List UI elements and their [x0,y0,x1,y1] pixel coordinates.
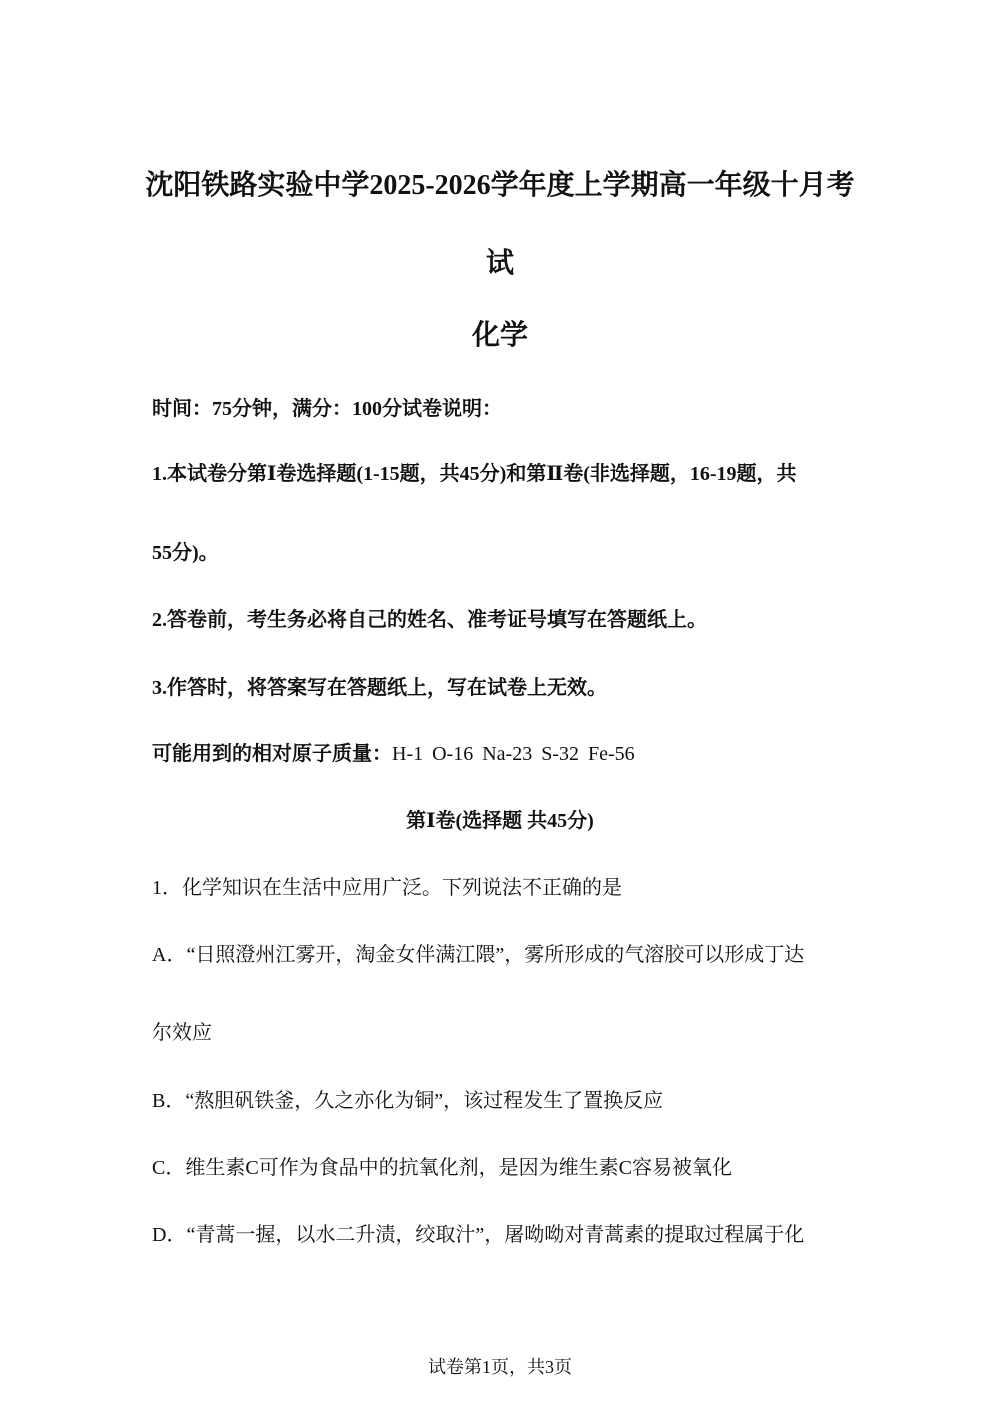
section-heading: 第Ⅰ卷(选择题 共45分) [406,810,594,832]
atomic-mass-line [152,741,635,767]
subject-title: 化学 [471,320,528,351]
question-1-option-a: A．“日照澄州江雾开，淘金女伴满江隈”，雾所形成的气溶胶可以形成丁达 [152,944,805,966]
atomic-mass-label: 可能用到的相对原子质量： [152,743,392,765]
question-1-option-a-cont: 尔效应 [152,1022,212,1044]
question-1-stem: 1．化学知识在生活中应用广泛。下列说法不正确的是 [152,877,622,899]
instruction-item-1: 1.本试卷分第Ⅰ卷选择题(1-15题，共45分)和第Ⅱ卷(非选择题，16-19题，共 [152,463,797,485]
question-1-option-c: C．维生素C可作为食品中的抗氧化剂，是因为维生素C容易被氧化 [152,1157,733,1179]
instruction-item-2: 2.答卷前，考生务必将自己的姓名、准考证号填写在答题纸上。 [152,609,707,631]
question-1-option-d: D．“青蒿一握，以水二升渍，绞取汁”，屠呦呦对青蒿素的提取过程属于化 [152,1224,805,1246]
exam-title-line1: 沈阳铁路实验中学2025-2026学年度上学期高一年级十月考 [145,170,855,201]
atomic-mass-values: H-1 O-16 Na-23 S-32 Fe-56 [392,743,635,765]
instruction-item-3: 3.作答时，将答案写在答题纸上，写在试卷上无效。 [152,677,607,699]
exam-title-line2: 试 [485,248,514,279]
page-footer: 试卷第1页，共3页 [428,1357,572,1377]
question-1-option-b: B．“熬胆矾铁釜，久之亦化为铜”，该过程发生了置换反应 [152,1090,664,1112]
instruction-item-1-cont: 55分)。 [152,542,219,564]
time-info: 时间：75分钟，满分：100分试卷说明： [152,398,502,420]
